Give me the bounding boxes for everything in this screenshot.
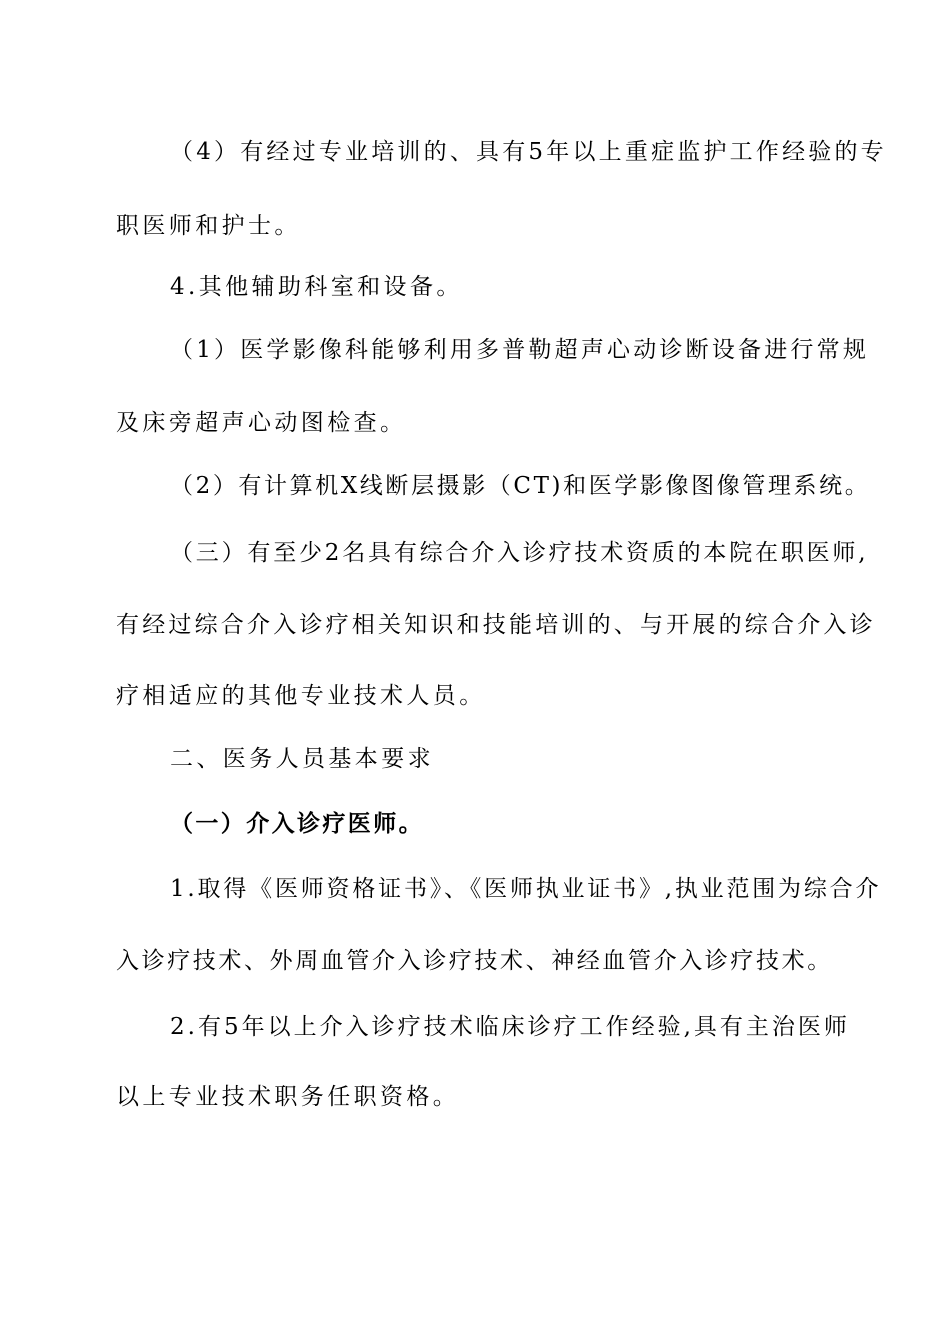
paragraph-line-6: （2）有计算机X线断层摄影（CT)和医学影像图像管理系统。: [170, 473, 871, 499]
paragraph-line-12: 1.取得《医师资格证书》、《医师执业证书》,执业范围为综合介: [170, 876, 882, 902]
paragraph-line-8: 有经过综合介入诊疗相关知识和技能培训的、与开展的综合介入诊: [116, 612, 876, 638]
paragraph-line-9: 疗相适应的其他专业技术人员。: [116, 683, 486, 709]
subsection-heading: （一）介入诊疗医师。: [170, 811, 424, 837]
paragraph-line-4: （1）医学影像科能够利用多普勒超声心动诊断设备进行常规: [170, 337, 870, 363]
paragraph-line-7: （三）有至少2名具有综合介入诊疗技术资质的本院在职医师,: [170, 540, 869, 566]
section-heading: 二、医务人员基本要求: [170, 746, 434, 772]
paragraph-line-1: （4）有经过专业培训的、具有5年以上重症监护工作经验的专: [170, 139, 887, 165]
paragraph-line-15: 以上专业技术职务任职资格。: [116, 1084, 460, 1110]
paragraph-line-14: 2.有5年以上介入诊疗技术临床诊疗工作经验,具有主治医师: [170, 1014, 850, 1040]
paragraph-line-2: 职医师和护士。: [116, 213, 301, 239]
paragraph-line-3: 4.其他辅助科室和设备。: [170, 274, 463, 300]
paragraph-line-13: 入诊疗技术、外周血管介入诊疗技术、神经血管介入诊疗技术。: [116, 948, 833, 974]
paragraph-line-5: 及床旁超声心动图检查。: [116, 410, 407, 436]
